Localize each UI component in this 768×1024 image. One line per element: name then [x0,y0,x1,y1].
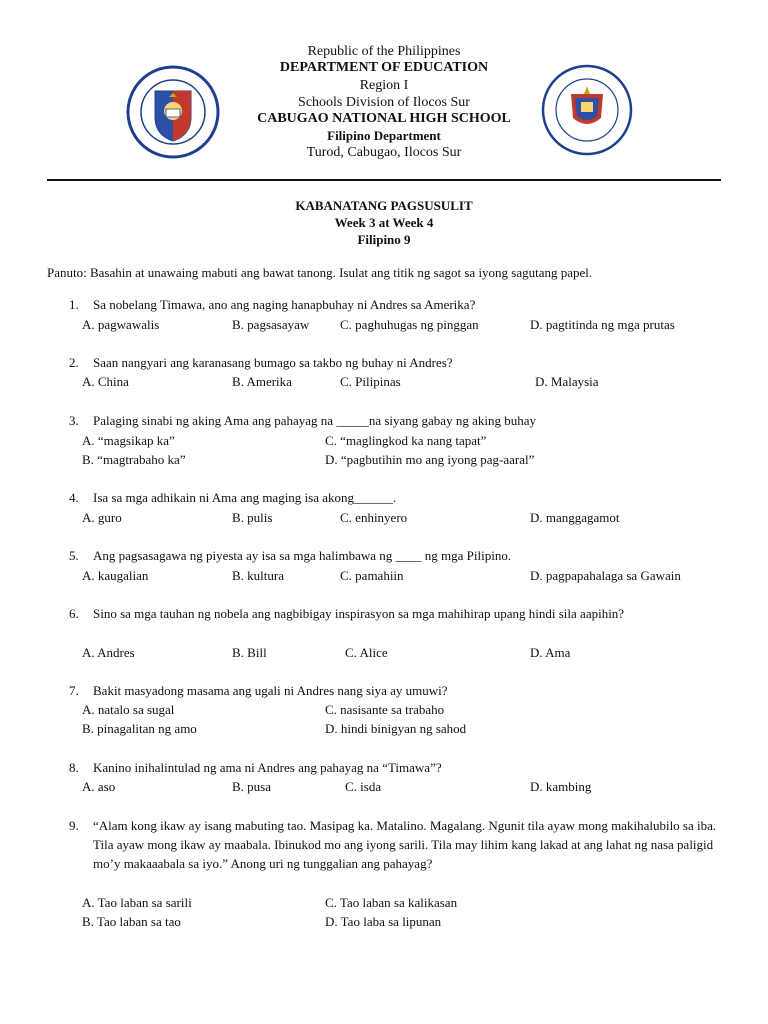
option: A. kaugalian [82,568,149,583]
header-department-unit: Filipino Department [327,128,441,143]
question-number: 5. [69,548,79,563]
question-text: “Alam kong ikaw ay isang mabuting tao. Masipag ka. Matalino. Magalang. Ngunit tila ayaw mong makihalubilo sa iba. Tila ayaw mong ikaw ay maabala. Ibinukod mo ang iyong sarili. Tila may lihim kang lakad at ang lahat ng nasa paligid mo’y makaaabala sa iyo.” Anong uri ng tunggalian ang pahayag? [93,818,717,871]
question-number: 4. [69,490,79,505]
option: B. Amerika [232,374,292,389]
question-text: Sino sa mga tauhan ng nobela ang nagbibigay inspirasyon sa mga mahihirap upang hindi sila aapihin? [93,606,625,621]
option: A. guro [82,510,122,525]
question-number: 7. [69,683,79,698]
option: D. kambing [530,779,592,794]
option: C. Pilipinas [340,374,401,389]
instructions: Panuto: Basahin at unawaing mabuti ang bawat tanong. Isulat ang titik ng sagot sa iyong sagutang papel. [47,265,593,280]
header-address: Turod, Cabugao, Ilocos Sur [306,145,462,160]
question-number: 9. [69,818,79,833]
header-school-name: CABUGAO NATIONAL HIGH SCHOOL [257,111,511,126]
exam-weeks: Week 3 at Week 4 [334,215,434,230]
option: D. pagpapahalaga sa Gawain [530,568,681,583]
option: D. “pagbutihin mo ang iyong pag-aaral” [325,452,535,467]
question-text: Isa sa mga adhikain ni Ama ang maging isa akong______. [93,490,397,505]
option: C. “maglingkod ka nang tapat” [325,433,487,448]
question-number: 2. [69,355,79,370]
option: B. “magtrabaho ka” [82,452,186,467]
option: D. hindi binigyan ng sahod [325,721,467,736]
question-text: Kanino inihalintulad ng ama ni Andres ang pahayag na “Timawa”? [93,760,442,775]
question-text: Saan nangyari ang karanasang bumago sa takbo ng buhay ni Andres? [93,355,453,370]
question-number: 1. [69,297,79,312]
option: A. “magsikap ka” [82,433,175,448]
option: A. aso [82,779,116,794]
question-number: 8. [69,760,79,775]
option: D. Ama [530,645,571,660]
option: D. Tao laba sa lipunan [325,914,442,929]
option: D. pagtitinda ng mga prutas [530,317,675,332]
option: D. manggagamot [530,510,620,525]
option: B. pusa [232,779,271,794]
option: A. Tao laban sa sarili [82,895,192,910]
option: C. Tao laban sa kalikasan [325,895,458,910]
option: C. paghuhugas ng pinggan [340,317,479,332]
header-department: DEPARTMENT OF EDUCATION [279,60,489,75]
option: D. Malaysia [535,374,599,389]
option: A. natalo sa sugal [82,702,175,717]
option: A. China [82,374,129,389]
option: B. Bill [232,645,267,660]
option: C. enhinyero [340,510,408,525]
option: B. pulis [232,510,273,525]
option: B. kultura [232,568,284,583]
question-text: Sa nobelang Timawa, ano ang naging hanapbuhay ni Andres sa Amerika? [93,297,476,312]
exam-title: KABANATANG PAGSUSULIT [295,198,473,213]
header-division: Schools Division of Ilocos Sur [298,95,470,110]
option: C. nasisante sa trabaho [325,702,445,717]
header-region: Region I [359,78,409,93]
option: C. pamahiin [340,568,404,583]
option: C. Alice [345,645,388,660]
header-divider [47,179,721,181]
exam-subject: Filipino 9 [357,232,411,247]
option: B. Tao laban sa tao [82,914,181,929]
option: C. isda [345,779,382,794]
option: B. pinagalitan ng amo [82,721,197,736]
question-text: Bakit masyadong masama ang ugali ni Andres nang siya ay umuwi? [93,683,448,698]
question-text: Palaging sinabi ng aking Ama ang pahayag na _____na siyang gabay ng aking buhay [93,413,536,428]
header-republic: Republic of the Philippines [307,44,461,59]
option: A. pagwawalis [82,317,160,332]
question-text: Ang pagsasagawa ng piyesta ay isa sa mga halimbawa ng ____ ng mga Pilipino. [93,548,512,563]
option: A. Andres [82,645,135,660]
question-number: 6. [69,606,79,621]
option: B. pagsasayaw [232,317,310,332]
question-number: 3. [69,413,79,428]
